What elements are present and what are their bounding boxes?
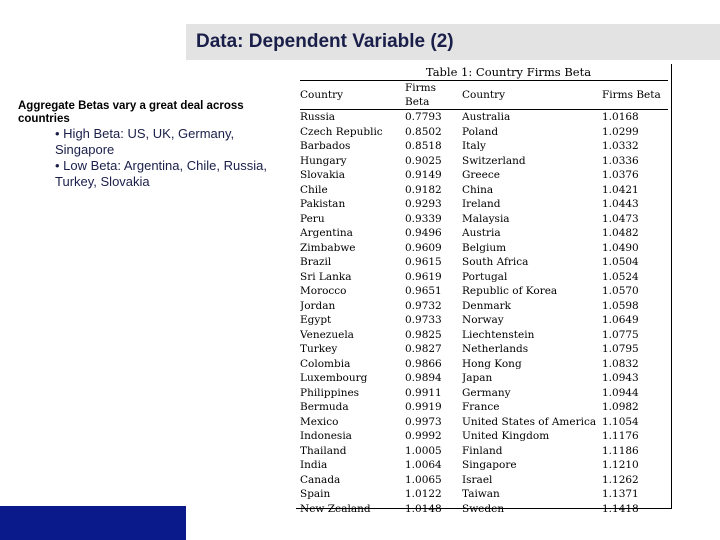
beta-cell: 0.9911 (405, 386, 442, 399)
table-row (300, 400, 668, 415)
table-row (300, 284, 668, 299)
table-row (300, 386, 668, 401)
beta-cell: 0.9651 (405, 285, 442, 297)
table-row (300, 241, 668, 256)
country-cell: Luxembourg (300, 372, 368, 384)
country-cell: Norway (462, 314, 504, 326)
country-cell: Canada (300, 473, 341, 486)
table-row (300, 255, 668, 270)
beta-cell: 1.0168 (602, 111, 639, 123)
sub-item-high-beta: • High Beta: US, UK, Germany, Singapore (55, 126, 235, 157)
country-cell: Turkey (300, 343, 338, 355)
country-cell: Finland (462, 444, 503, 457)
header-country-1: Country (300, 89, 344, 101)
country-cell: Israel (462, 473, 493, 486)
country-cell: Germany (462, 386, 511, 399)
country-cell: Brazil (300, 256, 332, 268)
table-row (300, 371, 668, 386)
country-cell: Spain (300, 488, 331, 500)
country-cell: Singapore (462, 459, 517, 471)
beta-cell: 1.0504 (602, 256, 639, 268)
table-row (300, 458, 668, 473)
table-row (300, 270, 668, 285)
beta-cell: 0.9827 (405, 343, 442, 355)
beta-cell: 1.1176 (602, 430, 639, 442)
table-row (300, 125, 668, 140)
country-cell: United Kingdom (462, 430, 550, 442)
country-cell: France (462, 401, 500, 413)
country-cell: New Zealand (300, 502, 371, 515)
table-row (300, 212, 668, 227)
beta-cell: 1.0064 (405, 459, 442, 471)
beta-cell: 1.1418 (602, 502, 639, 515)
table-row (300, 226, 668, 241)
beta-cell: 0.9732 (405, 299, 442, 312)
table-row (300, 154, 668, 169)
beta-cell: 0.8518 (405, 140, 442, 152)
beta-cell: 0.9866 (405, 357, 442, 370)
country-cell: Philippines (300, 386, 360, 399)
beta-cell: 1.0299 (602, 125, 639, 138)
beta-cell: 1.0443 (602, 198, 639, 210)
table-row (300, 183, 668, 198)
country-cell: Japan (462, 372, 493, 384)
title-bar (186, 24, 720, 60)
beta-cell: 0.9149 (405, 169, 442, 181)
country-cell: Indonesia (300, 430, 352, 442)
beta-cell: 0.9609 (405, 241, 442, 254)
beta-cell: 1.0148 (405, 502, 442, 515)
beta-cell: 0.8502 (405, 125, 442, 138)
country-cell: Zimbabwe (300, 241, 356, 254)
country-cell: China (462, 183, 494, 196)
beta-cell: 0.9339 (405, 212, 442, 225)
beta-cell: 1.0376 (602, 169, 639, 181)
country-cell: India (300, 459, 328, 471)
beta-cell: 1.0524 (602, 270, 639, 283)
beta-cell: 0.9919 (405, 401, 442, 413)
country-cell: Czech Republic (300, 125, 383, 138)
country-cell: Venezuela (300, 328, 354, 341)
country-cell: Jordan (300, 299, 336, 312)
country-cell: Slovakia (300, 169, 346, 181)
country-cell: Netherlands (462, 343, 529, 355)
beta-cell: 0.9619 (405, 270, 442, 283)
beta-cell: 1.0332 (602, 140, 639, 152)
table-row (300, 168, 668, 183)
country-cell: Morocco (300, 285, 347, 297)
beta-cell: 1.1054 (602, 415, 639, 428)
country-cell: Thailand (300, 444, 347, 457)
country-cell: Ireland (462, 198, 501, 210)
country-cell: Argentina (300, 227, 353, 239)
beta-cell: 0.9973 (405, 415, 442, 428)
header-country-2: Country (462, 89, 506, 101)
country-cell: Pakistan (300, 198, 346, 210)
beta-cell: 0.9496 (405, 227, 442, 239)
header-beta-2: Firms Beta (602, 89, 661, 101)
table-header-row (300, 81, 668, 110)
table-row (300, 110, 668, 125)
country-cell: Austria (462, 227, 501, 239)
country-beta-table (300, 80, 668, 516)
table-row (300, 139, 668, 154)
slide-title: Data: Dependent Variable (2) (196, 31, 454, 52)
country-cell: Portugal (462, 270, 508, 283)
country-cell: Poland (462, 125, 499, 138)
beta-cell: 0.9894 (405, 372, 442, 384)
country-cell: Australia (462, 111, 511, 123)
country-cell: Hong Kong (462, 357, 522, 370)
beta-cell: 1.0490 (602, 241, 639, 254)
beta-cell: 1.1186 (602, 444, 639, 457)
table-row (300, 342, 668, 357)
beta-cell: 1.0795 (602, 343, 639, 355)
beta-cell: 0.7793 (405, 111, 442, 123)
table-row (300, 357, 668, 372)
table-row (300, 444, 668, 459)
beta-cell: 1.0943 (602, 372, 639, 384)
country-cell: Hungary (300, 154, 347, 167)
country-cell: Belgium (462, 241, 507, 254)
table-row (300, 502, 668, 517)
country-cell: Peru (300, 212, 325, 225)
country-cell: Mexico (300, 415, 339, 428)
country-cell: Italy (462, 140, 486, 152)
country-cell: Russia (300, 111, 336, 123)
country-cell: Barbados (300, 140, 351, 152)
footer-block (0, 506, 186, 540)
table-row (300, 415, 668, 430)
country-cell: Sri Lanka (300, 270, 352, 283)
beta-cell: 1.0005 (405, 444, 442, 457)
beta-cell: 1.0832 (602, 357, 639, 370)
country-cell: Greece (462, 169, 500, 181)
country-cell: Chile (300, 183, 328, 196)
beta-cell: 1.0421 (602, 183, 639, 196)
country-cell: Republic of Korea (462, 285, 558, 297)
country-cell: South Africa (462, 256, 529, 268)
country-cell: Egypt (300, 314, 332, 326)
table-row (300, 473, 668, 488)
table-body (300, 110, 668, 517)
country-cell: United States of America (462, 415, 597, 428)
table-row (300, 197, 668, 212)
header-beta-1: Firms Beta (405, 82, 437, 108)
beta-cell: 0.9733 (405, 314, 442, 326)
beta-cell: 0.9293 (405, 198, 442, 210)
country-cell: Taiwan (462, 488, 500, 500)
beta-cell: 1.0473 (602, 212, 639, 225)
country-cell: Sweden (462, 502, 505, 515)
beta-cell: 0.9825 (405, 328, 442, 341)
beta-cell: 1.1262 (602, 473, 639, 486)
country-cell: Bermuda (300, 401, 349, 413)
beta-cell: 1.1210 (602, 459, 639, 471)
sub-item-low-beta: • Low Beta: Argentina, Chile, Russia, Turkey, Slovakia (55, 158, 267, 189)
country-cell: Colombia (300, 357, 351, 370)
bullet-head: Aggregate Betas vary a great deal across countries (18, 100, 244, 125)
beta-cell: 1.0065 (405, 473, 442, 486)
beta-cell: 1.0944 (602, 386, 639, 399)
beta-cell: 1.0598 (602, 299, 639, 312)
beta-cell: 0.9025 (405, 154, 442, 167)
beta-cell: 1.0775 (602, 328, 639, 341)
beta-cell: 0.9992 (405, 430, 442, 442)
beta-cell: 1.0982 (602, 401, 639, 413)
beta-cell: 1.1371 (602, 488, 639, 500)
table-row (300, 328, 668, 343)
table-row (300, 487, 668, 502)
bullet-list (18, 100, 278, 190)
table-row (300, 313, 668, 328)
beta-table-figure (296, 64, 672, 515)
beta-cell: 0.9615 (405, 256, 442, 268)
beta-cell: 1.0336 (602, 154, 639, 167)
table-row (300, 429, 668, 444)
beta-cell: 1.0122 (405, 488, 442, 500)
country-cell: Liechtenstein (462, 328, 535, 341)
beta-cell: 1.0482 (602, 227, 639, 239)
beta-cell: 1.0649 (602, 314, 639, 326)
country-cell: Switzerland (462, 154, 526, 167)
table-row (300, 299, 668, 314)
country-cell: Denmark (462, 299, 511, 312)
country-cell: Malaysia (462, 212, 510, 225)
beta-cell: 0.9182 (405, 183, 442, 196)
beta-cell: 1.0570 (602, 285, 639, 297)
table-caption: Table 1: Country Firms Beta (425, 65, 592, 79)
